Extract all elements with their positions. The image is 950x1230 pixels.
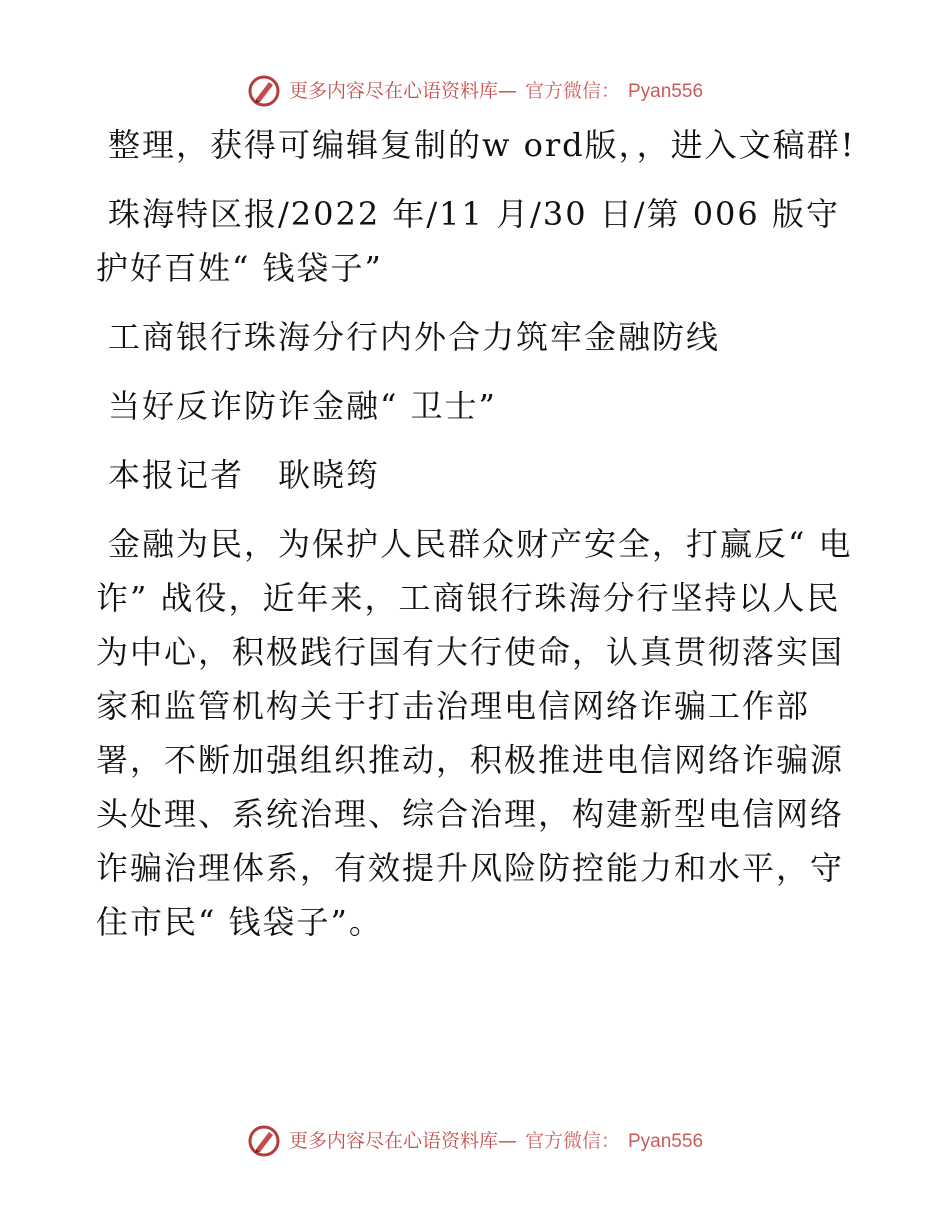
wechat-label: 官方微信：: [524, 79, 620, 102]
wechat-id: Pyan556: [628, 1130, 704, 1152]
header-watermark: [0, 74, 950, 108]
headline: 工商银行珠海分行内外合力筑牢金融防线: [108, 318, 721, 356]
watermark-text: 更多内容尽在心语资料库—: [288, 79, 517, 102]
document-body: [96, 118, 856, 949]
intro-note: 整理，获得可编辑复制的w ord版，，进入文稿群!: [108, 126, 856, 164]
watermark-text: 更多内容尽在心语资料库—: [288, 1129, 517, 1152]
wechat-label: 官方微信：: [524, 1129, 620, 1152]
subheadline: 当好反诈防诈金融“ 卫士”: [108, 387, 497, 425]
source-line: 珠海特区报/2022 年/11 月/30 日/第 006 版守护好百姓“ 钱袋子”: [96, 195, 840, 287]
byline: 本报记者 耿晓筠: [108, 456, 381, 494]
footer-watermark: [0, 1124, 950, 1158]
pen-circle-logo-icon: [247, 74, 281, 108]
body-paragraph: 金融为民，为保护人民群众财产安全，打赢反“ 电诈” 战役，近年来，工商银行珠海分行坚持以人民为中心，积极践行国有大行使命，认真贯彻落实国家和监管机构关于打击治理电信网络诈骗工作部署，不断加强组织推动，积极推进电信网络诈骗源头处理、系统治理、综合治理，构建新型电信网络诈骗治理体系，有效提升风险防控能力和水平，守住市民“ 钱袋子”。: [96, 525, 853, 941]
wechat-id: Pyan556: [628, 80, 704, 102]
pen-circle-logo-icon: [247, 1124, 281, 1158]
